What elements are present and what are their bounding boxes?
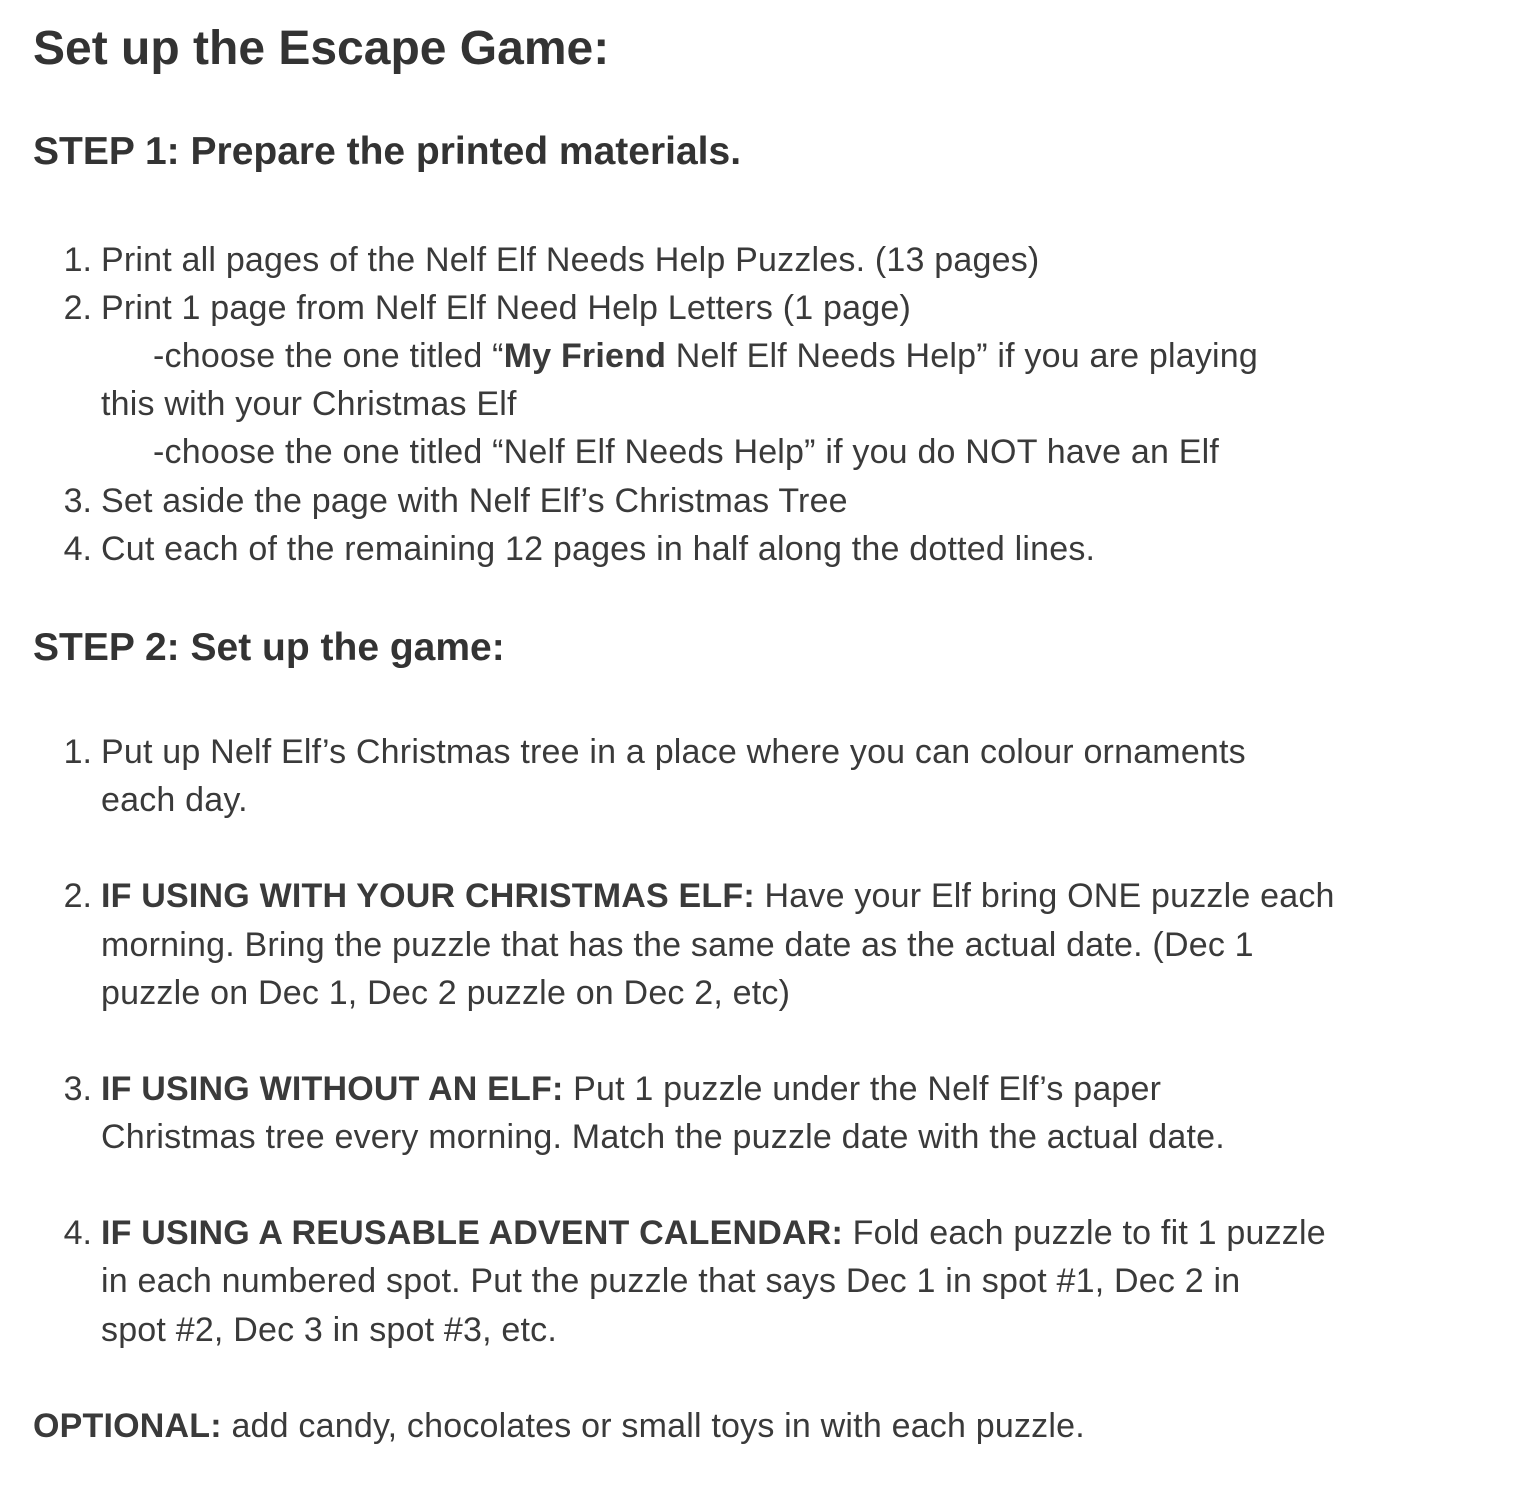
step2-item-1-line-1: Put up Nelf Elf’s Christmas tree in a place where you can colour ornaments: [101, 733, 1246, 771]
optional-note: [33, 1406, 1085, 1446]
step2-item-2-line-1-rest: Have your Elf bring ONE puzzle each: [754, 877, 1335, 915]
step2-item-3-number: 3.: [63, 1070, 92, 1108]
step2-item-2-line-3: puzzle on Dec 1, Dec 2 puzzle on Dec 2, etc): [101, 974, 791, 1012]
step1-item-2-option-a-continued: this with your Christmas Elf: [101, 385, 517, 423]
step1-item-2-text: Print 1 page from Nelf Elf Need Help Letters (1 page): [101, 289, 911, 327]
step2-item-2-number: 2.: [63, 877, 92, 915]
step2-item-1-number: 1.: [63, 733, 92, 771]
step1-item-2-option-a: [153, 336, 1258, 376]
option-a-prefix: -choose the one titled “: [153, 337, 504, 375]
step1-item-4-number: 4.: [63, 530, 92, 568]
step2-item-4-line-2: in each numbered spot. Put the puzzle that says Dec 1 in spot #1, Dec 2 in: [101, 1262, 1241, 1300]
step1-item-1-number: 1.: [63, 241, 92, 279]
optional-text: add candy, chocolates or small toys in with each puzzle.: [221, 1407, 1085, 1445]
step2-item-4-line-1: [101, 1213, 1326, 1253]
step2-item-3-label: IF USING WITHOUT AN ELF:: [101, 1070, 564, 1108]
option-a-bold: My Friend: [503, 337, 667, 375]
step2-item-3-line-1-rest: Put 1 puzzle under the Nelf Elf’s paper: [563, 1070, 1162, 1108]
step1-item-2-number: 2.: [63, 289, 92, 327]
page-title: Set up the Escape Game:: [33, 22, 610, 75]
step2-item-2-label: IF USING WITH YOUR CHRISTMAS ELF:: [101, 877, 755, 915]
step2-item-1-line-2: each day.: [101, 781, 248, 819]
step1-item-2-option-b: -choose the one titled “Nelf Elf Needs Help” if you do NOT have an Elf: [153, 433, 1220, 471]
step2-heading: STEP 2: Set up the game:: [33, 626, 505, 669]
step2-item-4-label: IF USING A REUSABLE ADVENT CALENDAR:: [101, 1214, 843, 1252]
step1-item-4-text: Cut each of the remaining 12 pages in half along the dotted lines.: [101, 530, 1096, 568]
step1-item-3-text: Set aside the page with Nelf Elf’s Christmas Tree: [101, 482, 848, 520]
step2-item-3-line-1: [101, 1069, 1161, 1109]
optional-label: OPTIONAL:: [33, 1407, 222, 1445]
step1-heading: STEP 1: Prepare the printed materials.: [33, 130, 742, 173]
step1-item-3-number: 3.: [63, 482, 92, 520]
step2-item-4-number: 4.: [63, 1214, 92, 1252]
option-a-suffix: Nelf Elf Needs Help” if you are playing: [666, 337, 1259, 375]
step2-item-2-line-2: morning. Bring the puzzle that has the same date as the actual date. (Dec 1: [101, 926, 1254, 964]
step2-item-3-line-2: Christmas tree every morning. Match the puzzle date with the actual date.: [101, 1118, 1225, 1156]
step1-item-1-text: Print all pages of the Nelf Elf Needs Help Puzzles. (13 pages): [101, 241, 1040, 279]
step2-item-4-line-3: spot #2, Dec 3 in spot #3, etc.: [101, 1311, 558, 1349]
step2-item-2-line-1: [101, 876, 1335, 916]
step2-item-4-line-1-rest: Fold each puzzle to fit 1 puzzle: [843, 1214, 1326, 1252]
